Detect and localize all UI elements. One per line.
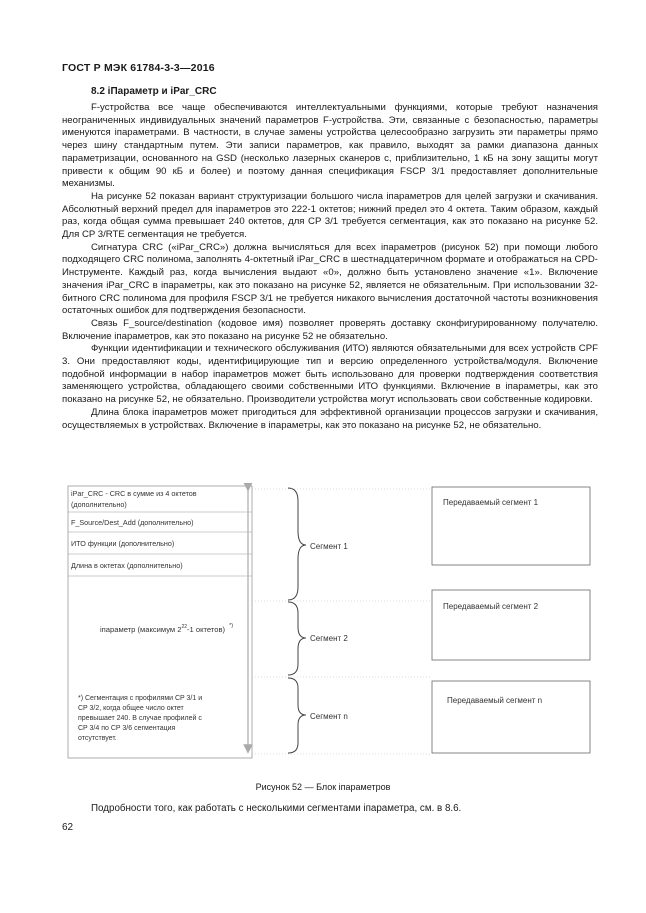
- paragraph: Длина блока iпараметров может пригодиться для эффективной организации процессов загрузки и скачивания, осуществляемых в устройствах. Включение в iпараметры, как это показано на рисунке 52, не обязательно.: [62, 406, 598, 431]
- iparam-block-diagram: [62, 483, 602, 763]
- block-row-crc-note: (дополнительно): [71, 500, 127, 509]
- paragraph: На рисунке 52 показан вариант структуризации большого числа iпараметров для целей загрузки и скачивания. Абсолютный верхний предел для iпараметров это 222-1 октетов; нижний предел это 4 октета. Таким образом, каждый раз, когда общая сумма превышает 240 октетов, для CP 3/1 требуется сегментация, как это показано на рисунке 52. Для CP 3/RTE сегментация не требуется.: [62, 190, 598, 241]
- figure-caption: Рисунок 52 — Блок iпараметров: [255, 782, 391, 792]
- figure-52: [62, 483, 602, 763]
- footnote-line: CP 3/4 по CP 3/6 сегментация: [78, 725, 176, 732]
- paragraph: Сигнатура CRC («iPar_CRC») должна вычисляться для всех iпараметров (рисунок 52) при помощи любого подходящего CRC полинома, заполнять 4-октетный iPar_CRC в шестнадцатеричном формате и отображаться на CPD-Инструменте. Каждый раз, когда вычисления выдают «0», должно быть установлено значение «1». Включение значения iPar_CRC в iпараметры, как это показано на рисунке 52, является не обязательным. При использовании 32-битного CRC полинома для профиля FSCP 3/1 не требуется никакого вычисления достаточной частоты возникновения остаточных ошибок для подтверждения безопасности.: [62, 241, 598, 317]
- segment-label: Сегмент 2: [310, 634, 348, 643]
- segment-label: Сегмент n: [310, 712, 348, 721]
- page-number: 62: [62, 822, 74, 833]
- footnote-line: CP 3/2, когда общее число октет: [78, 705, 184, 712]
- footnote-line: превышает 240. В случае профилей с: [78, 715, 202, 722]
- segment-brace-n: [288, 678, 306, 753]
- footnote-line: *) Сегментация с профилями CP 3/1 и: [78, 695, 203, 702]
- body-text: [62, 102, 598, 432]
- transmitted-segment-label: Передаваемый сегмент 2: [443, 602, 539, 611]
- transmitted-segment-box: [432, 590, 590, 660]
- segment-label: Сегмент 1: [310, 542, 348, 551]
- block-row-ito: ИТО функции (дополнительно): [71, 539, 175, 548]
- footer-paragraph: Подробности того, как работать с несколькими сегментами iпараметра, см. в 8.6.: [91, 803, 462, 814]
- block-row-crc: iPar_CRC - CRC в сумме из 4 октетов: [71, 489, 197, 498]
- paragraph: F-устройства все чаще обеспечиваются интеллектуальными функциями, которые требуют назначения неограниченных индивидуальных значений параметров F-устройства. Эти, связанные с безопасностью, параметры именуются iпараметрами. В частности, в случае замены устройства целесообразно загрузить эти параметры прямо через шину стандартным путем. Эти записи параметров, как правило, выходят за рамки диапазона данных параметризации, основанного на GSD (несколько лазерных сканеров с, приблизительно, 1 кБ на зону защиты могут привести к общим 90 кБ и более) и поэтому данная спецификация FSCP 3/1 предоставляет дополнительные механизмы.: [62, 102, 598, 190]
- transmitted-segment-label: Передаваемый сегмент 1: [443, 498, 539, 507]
- segment-brace-1: [288, 488, 306, 600]
- paragraph: Функции идентификации и технического обслуживания (ИТО) являются обязательными для всех устройств CPF 3. Они предоставляют коды, идентифицирующие тип и версию определенного устройства/модуля. Включение подобной информации в набор iпараметров может быть использовано для проверки подтверждения соответствия заменяющего устройства, обладающего своими собственными ИТО функциями. Включение в iпараметры, как это показано на рисунке 52, не обязательно. Производители устройства могут использовать свои собственные кодировки.: [62, 343, 598, 406]
- transmitted-segment-label: Передаваемый сегмент n: [447, 696, 543, 705]
- paragraph: Связь F_source/destination (кодовое имя) позволяет проверять доставку сконфигурированному получателю. Включение iпараметров, как это показано на рисунке 52 не обязательно.: [62, 317, 598, 342]
- document-header: ГОСТ Р МЭК 61784-3-3—2016: [62, 62, 215, 74]
- footnote-line: отсутствует.: [78, 735, 117, 742]
- segment-brace-2: [288, 602, 306, 675]
- block-row-length: Длина в октетах (дополнительно): [71, 561, 183, 570]
- section-title: 8.2 iПараметр и iPar_CRC: [91, 86, 217, 97]
- block-row-source-dest: F_Source/Dest_Add (дополнительно): [71, 518, 194, 527]
- transmitted-segment-box: [432, 681, 590, 753]
- iparam-label: iпараметр (максимум $2^{22}-1$ октетов) *): [100, 623, 234, 634]
